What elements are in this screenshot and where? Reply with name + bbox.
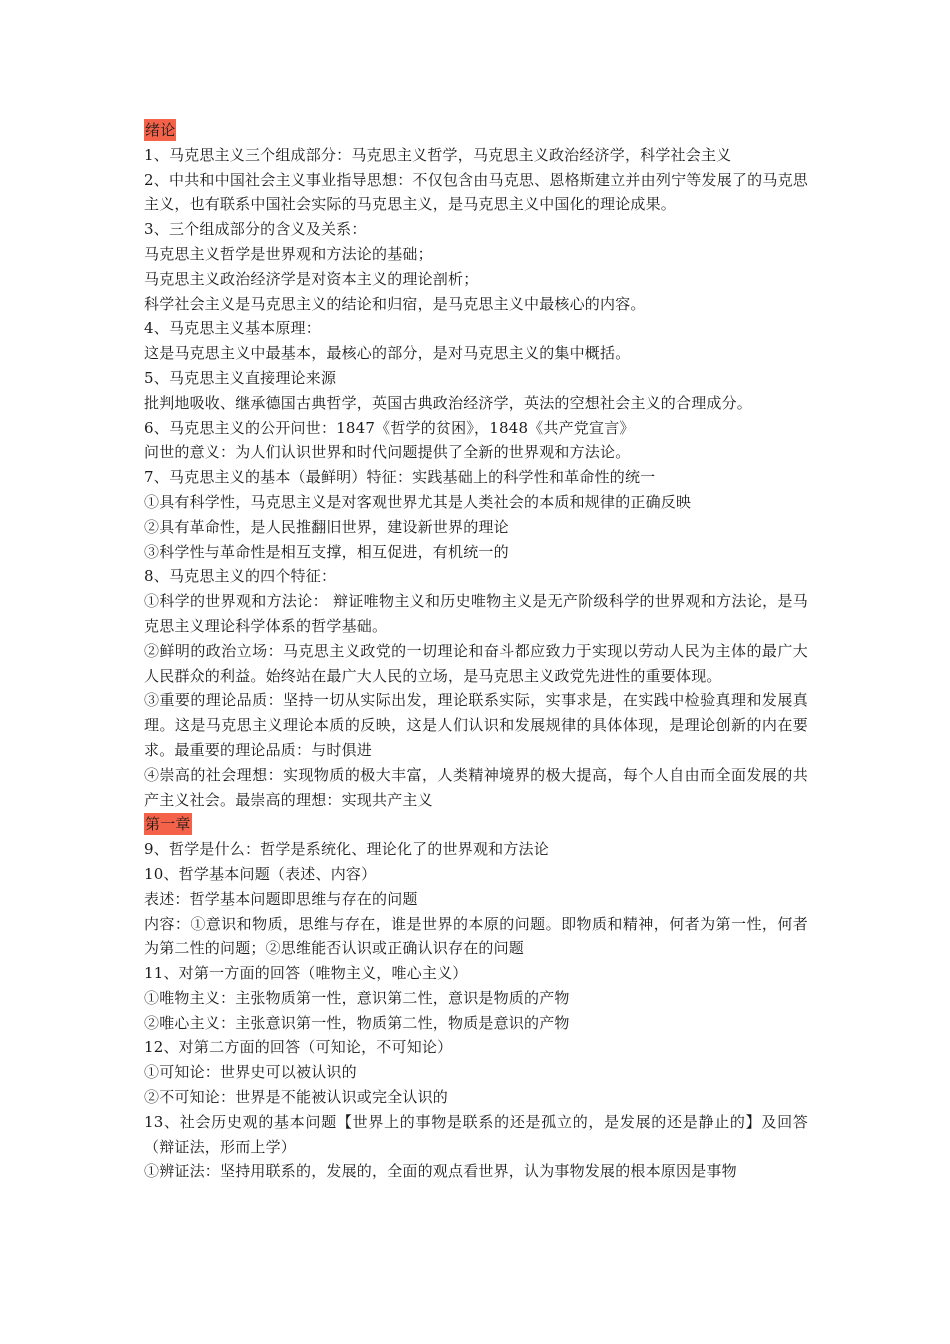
text-line: 马克思主义哲学是世界观和方法论的基础； [144,244,433,263]
text-line: 3、三个组成部分的含义及关系： [144,220,367,239]
text-line: 2、中共和中国社会主义事业指导思想：不仅包含由马克思、恩格斯建立并由列宁等发展了的马克思主义，也有联系中国社会实际的马克思主义，是马克思主义中国化的理论成果。 [144,170,808,214]
text-line: 9、哲学是什么：哲学是系统化、理论化了的世界观和方法论 [144,840,549,859]
text-line: 12、对第二方面的回答（可知论，不可知论） [144,1038,453,1057]
text-line: ②鲜明的政治立场：马克思主义政党的一切理论和奋斗都应致力于实现以劳动人民为主体的最广大人民群众的利益。始终站在最广大人民的立场，是马克思主义政党先进性的重要体现。 [144,641,808,685]
text-line: 6、马克思主义的公开问世：1847《哲学的贫困》，1848《共产党宣言》 [144,418,635,437]
text-line: 这是马克思主义中最基本，最核心的部分，是对马克思主义的集中概括。 [144,344,631,363]
text-line: 13、社会历史观的基本问题【世界上的事物是联系的还是孤立的，是发展的还是静止的】及回答（辩证法，形而上学） [144,1112,808,1156]
text-line: 表述：哲学基本问题即思维与存在的问题 [144,889,418,908]
document-page [144,118,808,1184]
text-line: 5、马克思主义直接理论来源 [144,368,337,387]
text-line: ①可知论：世界史可以被认识的 [144,1063,357,1082]
heading-highlight: 绪论 [145,121,176,139]
text-line: 问世的意义：为人们认识世界和时代问题提供了全新的世界观和方法论。 [144,443,631,462]
text-line: 4、马克思主义基本原理： [144,319,321,338]
section-heading-intro [144,118,808,143]
text-line: 科学社会主义是马克思主义的结论和归宿，是马克思主义中最核心的内容。 [144,294,646,313]
text-line: 内容：①意识和物质，思维与存在，谁是世界的本原的问题。即物质和精神，何者为第一性，何者为第二性的问题；②思维能否认识或正确认识存在的问题 [144,914,808,958]
text-line: ③科学性与革命性是相互支撑，相互促进，有机统一的 [144,542,509,561]
text-line: ④崇高的社会理想：实现物质的极大丰富，人类精神境界的极大提高，每个人自由而全面发展的共产主义社会。最崇高的理想：实现共产主义 [144,765,808,809]
text-line: ①具有科学性，马克思主义是对客观世界尤其是人类社会的本质和规律的正确反映 [144,492,692,511]
text-line: ③重要的理论品质：坚持一切从实际出发，理论联系实际，实事求是，在实践中检验真理和发展真理。这是马克思主义理论本质的反映，这是人们认识和发展规律的具体体现，是理论创新的内在要求。最重要的理论品质：与时俱进 [144,691,808,759]
text-line: 8、马克思主义的四个特征： [144,567,337,586]
section-heading-chapter-one [144,812,808,837]
text-line: ②具有革命性，是人民推翻旧世界，建设新世界的理论 [144,517,509,536]
text-line: 批判地吸收、继承德国古典哲学，英国古典政治经济学，英法的空想社会主义的合理成分。 [144,393,753,412]
text-line: 10、哲学基本问题（表述、内容） [144,864,377,883]
text-line: 7、马克思主义的基本（最鲜明）特征：实践基础上的科学性和革命性的统一 [144,468,656,487]
text-line: 马克思主义政治经济学是对资本主义的理论剖析； [144,269,479,288]
text-line: ②不可知论：世界是不能被认识或完全认识的 [144,1088,449,1107]
text-line: ①科学的世界观和方法论： 辩证唯物主义和历史唯物主义是无产阶级科学的世界观和方法论，是马克思主义理论科学体系的哲学基础。 [144,592,808,635]
text-line: ①辨证法：坚持用联系的，发展的，全面的观点看世界，认为事物发展的根本原因是事物 [144,1162,737,1181]
text-line: ②唯心主义：主张意识第一性，物质第二性，物质是意识的产物 [144,1013,570,1032]
text-line: ①唯物主义：主张物质第一性，意识第二性，意识是物质的产物 [144,988,570,1007]
text-line: 1、马克思主义三个组成部分：马克思主义哲学，马克思主义政治经济学，科学社会主义 [144,145,732,164]
heading-highlight: 第一章 [145,815,191,834]
text-line: 11、对第一方面的回答（唯物主义，唯心主义） [144,964,468,983]
